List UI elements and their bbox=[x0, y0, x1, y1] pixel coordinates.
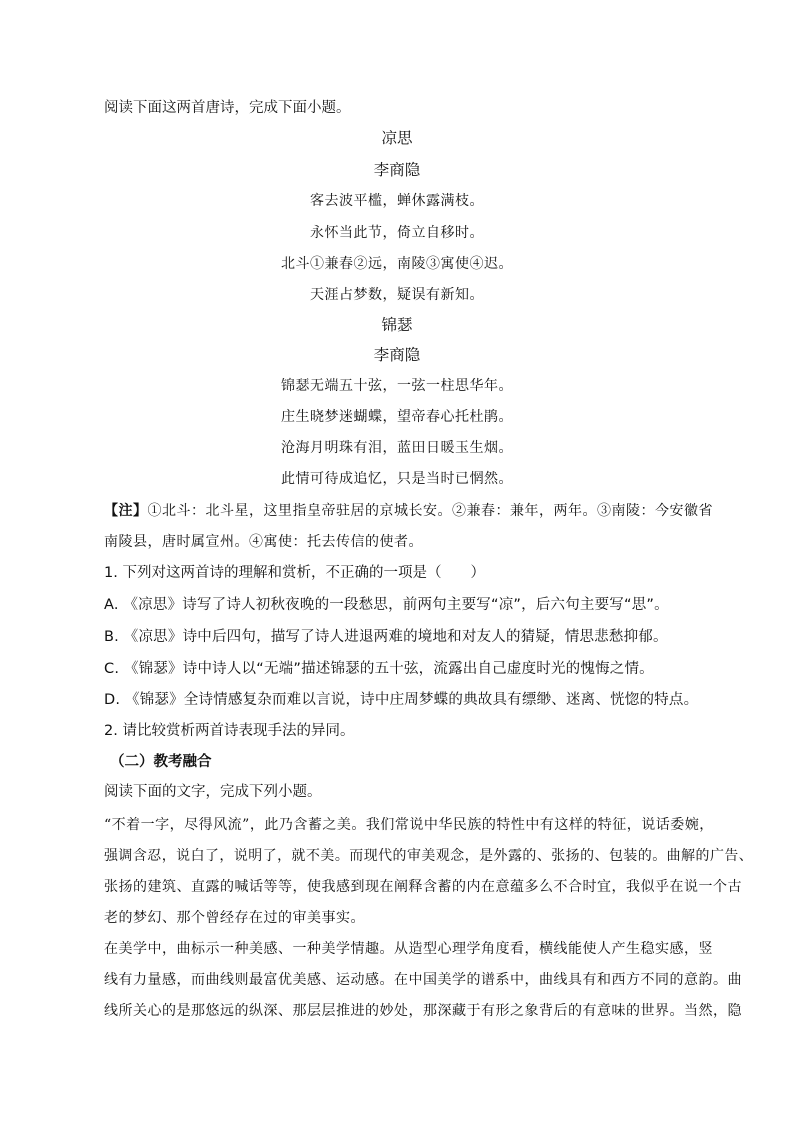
poem2-author: 李商隐 bbox=[373, 346, 421, 364]
para1-line-4: 老的梦幻、那个曾经存在过的审美事实。 bbox=[104, 910, 365, 926]
para1-line-1: “不着一字，尽得风流”，此乃含蓄之美。我们常说中华民族的特性中有这样的特征，说话委婉， bbox=[104, 817, 714, 833]
poem2-line-3: 沧海月明珠有泪，蓝田日暖玉生烟。 bbox=[281, 440, 513, 456]
poem1-line-2: 永怀当此节，倚立自移时。 bbox=[310, 225, 484, 241]
poem2-line-1: 锦瑟无端五十弦，一弦一柱思华年。 bbox=[281, 378, 513, 394]
question1-option-a: A. 《凉思》诗写了诗人初秋夜晚的一段愁思，前两句主要写“凉”，后六句主要写“思”。 bbox=[104, 597, 669, 613]
note-text-1: ①北斗：北斗星，这里指皇帝驻居的京城长安。②兼春：兼年，两年。③南陵：今安徽省 bbox=[147, 503, 713, 519]
poem2-title: 锦瑟 bbox=[381, 316, 413, 334]
annotation-note bbox=[104, 501, 713, 521]
note-label: 【注】 bbox=[104, 503, 148, 519]
poem1-line-1: 客去波平槛，蝉休露满枝。 bbox=[310, 193, 484, 209]
poem2-line-2: 庄生晓梦迷蝴蝶，望帝春心托杜鹃。 bbox=[281, 409, 513, 425]
section2-instruction: 阅读下面的文字，完成下列小题。 bbox=[104, 784, 322, 800]
note-text-2: 南陵县，唐时属宣州。④寓使：托去传信的使者。 bbox=[104, 534, 423, 550]
poem1-line-4: 天涯占梦数，疑误有新知。 bbox=[310, 287, 484, 303]
question1-stem: 1. 下列对这两首诗的理解和赏析，不正确的一项是（ ） bbox=[104, 565, 485, 581]
poem1-author: 李商隐 bbox=[373, 161, 421, 179]
question1-option-d: D. 《锦瑟》全诗情感复杂而难以言说，诗中庄周梦蝶的典故具有缥缈、迷离、恍惚的特点。 bbox=[104, 692, 699, 708]
question1-option-c: C. 《锦瑟》诗中诗人以“无端”描述锦瑟的五十弦，流露出自己虚度时光的愧悔之情。 bbox=[104, 661, 654, 677]
para2-line-2: 线有力量感，而曲线则最富优美感、运动感。在中国美学的谱系中，曲线具有和西方不同的意韵。曲 bbox=[104, 972, 742, 988]
poem1-title: 凉思 bbox=[381, 129, 413, 147]
question1-option-b: B. 《凉思》诗中后四句，描写了诗人进退两难的境地和对友人的猜疑，情思悲愁抑郁。 bbox=[104, 629, 668, 645]
section2-heading: （二）教考融合 bbox=[110, 754, 212, 770]
para1-line-3: 张扬的建筑、直露的喊话等等，使我感到现在阐释含蓄的内在意蕴多么不合时宜，我似乎在说一个古 bbox=[104, 879, 742, 895]
para2-line-1: 在美学中，曲标示一种美感、一种美学情趣。从造型心理学角度看，横线能使人产生稳实感，竖 bbox=[104, 941, 713, 957]
question2-stem: 2. 请比较赏析两首诗表现手法的异同。 bbox=[104, 723, 355, 739]
para2-line-3: 线所关心的是那悠远的纵深、那层层推进的妙处，那深藏于有形之象背后的有意味的世界。当然，隐 bbox=[104, 1003, 742, 1019]
para1-line-2: 强调含忍，说白了，说明了，就不美。而现代的审美观念，是外露的、张扬的、包装的。曲解的广告、 bbox=[104, 848, 754, 864]
poem1-line-3: 北斗①兼春②远，南陵③寓使④迟。 bbox=[281, 256, 513, 272]
poem2-line-4: 此情可待成追忆，只是当时已惘然。 bbox=[281, 471, 513, 487]
reading-intro: 阅读下面这两首唐诗，完成下面小题。 bbox=[104, 100, 351, 116]
